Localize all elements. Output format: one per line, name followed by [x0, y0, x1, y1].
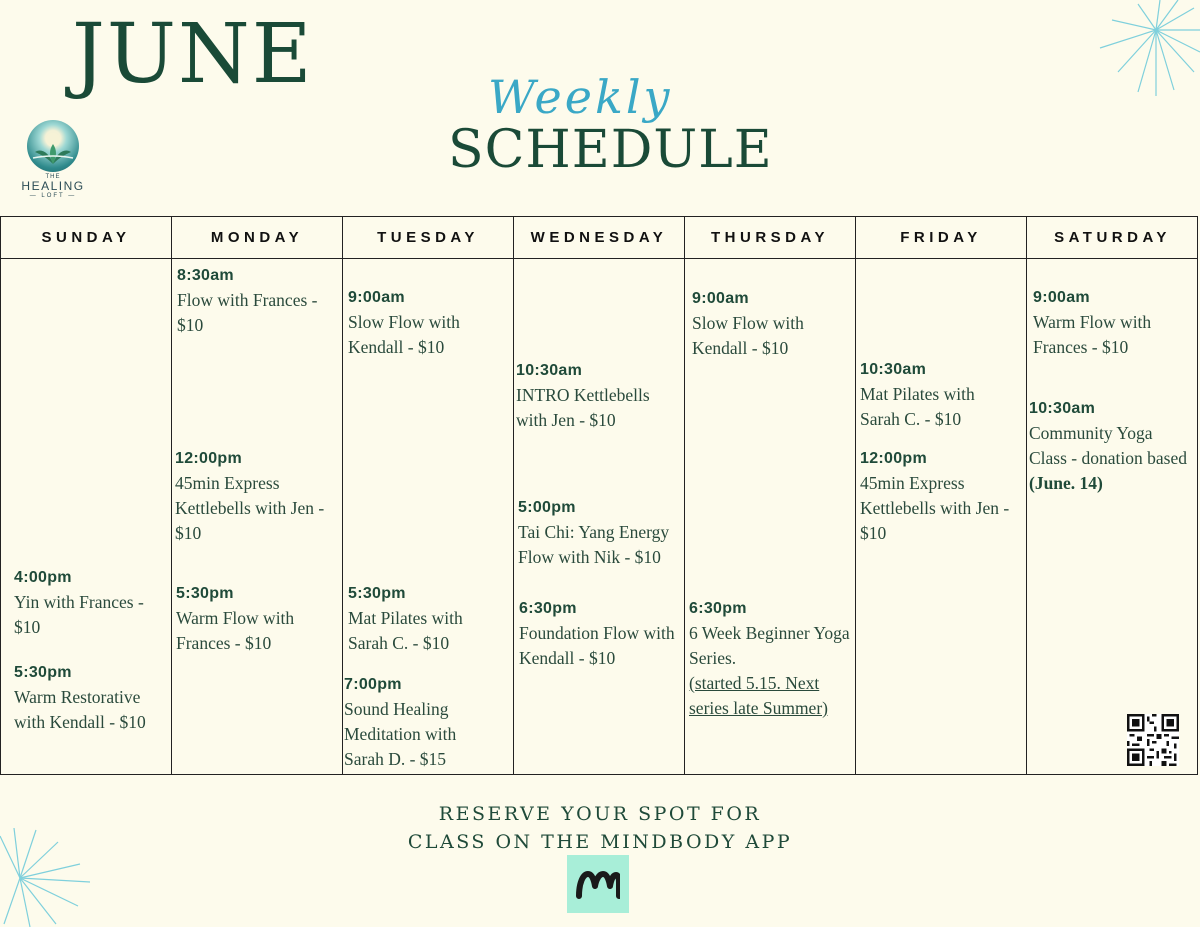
- logo-the-text: THE: [45, 174, 61, 180]
- weekly-script-title: Weekly: [488, 70, 673, 124]
- class-description: 45min Express Kettlebells with Jen - $10: [860, 473, 1010, 543]
- column-saturday: [1027, 217, 1198, 774]
- class-time: 6:30pm: [689, 600, 747, 617]
- class-entry: [348, 581, 498, 656]
- day-header-sunday: SUNDAY: [1, 217, 171, 259]
- class-description: 6 Week Beginner Yoga Series.: [689, 623, 850, 668]
- class-entry: [860, 357, 1010, 432]
- month-title: JUNE: [72, 7, 314, 102]
- day-header-tuesday: TUESDAY: [343, 217, 513, 259]
- class-time: 8:30am: [177, 267, 234, 284]
- class-description: Flow with Frances - $10: [177, 290, 318, 335]
- class-description: Foundation Flow with Kendall - $10: [519, 623, 675, 668]
- mindbody-logo-glyph: [576, 869, 620, 899]
- class-entry: [519, 596, 679, 671]
- column-tuesday: [343, 217, 514, 774]
- class-description: [1029, 421, 1189, 496]
- column-monday: [172, 217, 343, 774]
- class-entry: [348, 285, 498, 360]
- sunburst-decoration-bottom-left: [0, 828, 100, 927]
- logo-sub-text: — LOFT —: [29, 193, 77, 200]
- logo-name-text: HEALING: [21, 179, 85, 193]
- sunburst-decoration-top-right: [1090, 0, 1200, 100]
- class-time: 5:00pm: [518, 499, 576, 516]
- class-time: 10:30am: [1029, 400, 1096, 417]
- class-description: Mat Pilates with Sarah C. - $10: [860, 384, 975, 429]
- class-description: Warm Flow with Frances - $10: [176, 608, 295, 653]
- logo-emblem-icon: [27, 120, 79, 172]
- class-entry: [1029, 396, 1189, 496]
- class-time: 10:30am: [860, 361, 927, 378]
- day-header-friday: FRIDAY: [856, 217, 1026, 259]
- day-header-saturday: SATURDAY: [1027, 217, 1198, 259]
- class-entry: [344, 672, 494, 772]
- class-time: 12:00pm: [175, 450, 243, 467]
- class-time: 9:00am: [692, 290, 749, 307]
- class-description: 45min Express Kettlebells with Jen - $10: [175, 473, 325, 543]
- class-time: 4:00pm: [14, 569, 72, 586]
- class-entry: [177, 263, 337, 338]
- class-time: 5:30pm: [348, 585, 406, 602]
- day-header-thursday: THURSDAY: [685, 217, 855, 259]
- class-entry: [692, 286, 842, 361]
- class-entry: [175, 446, 339, 546]
- class-time: 5:30pm: [14, 664, 72, 681]
- class-time: 7:00pm: [344, 676, 402, 693]
- class-description: Yin with Frances - $10: [14, 592, 144, 637]
- column-thursday: [685, 217, 856, 774]
- reserve-line-1: RESERVE YOUR SPOT FOR: [438, 803, 762, 825]
- class-time: 10:30am: [516, 362, 583, 379]
- class-description: Slow Flow with Kendall - $10: [348, 312, 460, 357]
- schedule-title: SCHEDULE: [448, 120, 773, 180]
- class-time: 9:00am: [1033, 289, 1090, 306]
- class-entry: [176, 581, 336, 656]
- class-description: Tai Chi: Yang Energy Flow with Nik - $10: [518, 522, 670, 567]
- class-description: INTRO Kettlebells with Jen - $10: [516, 385, 650, 430]
- class-description: Slow Flow with Kendall - $10: [692, 313, 804, 358]
- class-entry: [14, 660, 169, 735]
- class-description: Mat Pilates with Sarah C. - $10: [348, 608, 463, 653]
- qr-code-icon[interactable]: [1127, 714, 1179, 766]
- class-time: 6:30pm: [519, 600, 577, 617]
- column-friday: [856, 217, 1027, 774]
- mindbody-app-icon[interactable]: [567, 855, 629, 913]
- class-description: Warm Flow with Frances - $10: [1033, 312, 1152, 357]
- weekly-schedule-table: [0, 216, 1198, 775]
- class-entry: [14, 565, 169, 640]
- class-time: 5:30pm: [176, 585, 234, 602]
- healing-loft-logo: [18, 120, 88, 199]
- class-entry: [516, 358, 676, 433]
- class-description: Warm Restorative with Kendall - $10: [14, 687, 146, 732]
- class-description-text: Community Yoga Class - donation based: [1029, 423, 1187, 468]
- column-sunday: [1, 217, 172, 774]
- column-wednesday: [514, 217, 685, 774]
- class-description: Sound Healing Meditation with Sarah D. - $15: [344, 699, 457, 769]
- class-entry: [689, 596, 854, 721]
- class-time: 9:00am: [348, 289, 405, 306]
- class-entry: [860, 446, 1024, 546]
- class-entry: [1033, 285, 1183, 360]
- class-date-note: (June. 14): [1029, 473, 1103, 493]
- series-note: (started 5.15. Next series late Summer): [689, 673, 828, 718]
- class-entry: [518, 495, 676, 570]
- day-header-monday: MONDAY: [172, 217, 342, 259]
- class-time: 12:00pm: [860, 450, 928, 467]
- reserve-callout: [380, 800, 820, 856]
- reserve-line-2: CLASS ON THE MINDBODY APP: [407, 831, 793, 853]
- day-header-wednesday: WEDNESDAY: [514, 217, 684, 259]
